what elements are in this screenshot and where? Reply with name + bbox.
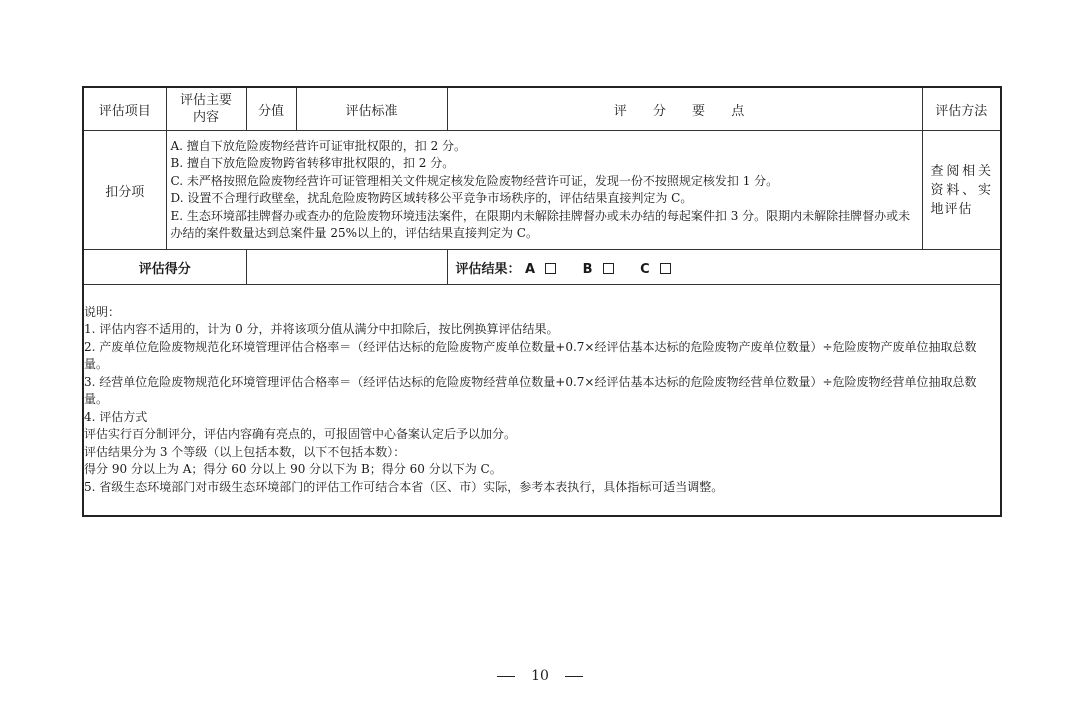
page-footer: [0, 668, 1080, 684]
note-2: 2. 产废单位危险废物规范化环境管理评估合格率＝（经评估达标的危险废物产废单位数量+0.7×经评估基本达标的危险废物产废单位数量）÷危险废物产废单位抽取总数量。: [84, 339, 977, 372]
page-number: 10: [531, 668, 549, 684]
header-scoring-points: [447, 87, 922, 131]
notes-cell: [83, 285, 1001, 517]
note-4-detail-1: 评估实行百分制评分，评估内容确有亮点的，可报固管中心备案认定后予以加分。: [84, 427, 517, 442]
deduction-item-a: A. 擅自下放危险废物经营许可证审批权限的，扣 2 分。: [170, 138, 467, 153]
note-5: 5. 省级生态环境部门对市级生态环境部门的评估工作可结合本省（区、市）实际，参考本表执行，具体指标可适当调整。: [84, 479, 724, 494]
notes-row: [83, 285, 1001, 517]
header-main-content-line2: 内容: [192, 110, 219, 125]
evaluation-table-sheet: [82, 86, 1000, 517]
note-1: 1. 评估内容不适用的，计为 0 分，并将该项分值从满分中扣除后，按比例换算评估结果。: [84, 322, 559, 337]
notes-heading: 说明：: [84, 304, 121, 319]
result-option-a: A: [525, 261, 536, 277]
evaluation-table: [82, 86, 1002, 517]
footer-dash-left: [497, 676, 515, 677]
score-row: [83, 250, 1001, 285]
header-main-content: [166, 87, 246, 131]
score-value-cell[interactable]: [246, 250, 447, 285]
header-evaluation-standard: 评估标准: [296, 87, 447, 131]
header-evaluation-method: 评估方法: [922, 87, 1001, 131]
note-4-title: 4. 评估方式: [84, 409, 148, 424]
result-label: 评估结果：: [455, 261, 521, 277]
result-cell: [447, 250, 1001, 285]
result-option-c: C: [640, 261, 650, 277]
deduction-item-d: D. 设置不合理行政壁垒，扰乱危险废物跨区域转移公平竞争市场秩序的，评估结果直接判定为 C。: [170, 191, 693, 205]
deduction-row: [83, 131, 1001, 250]
note-4-detail-2: 评估结果分为 3 个等级（以上包括本数，以下不包括本数）：: [84, 444, 406, 459]
header-evaluation-item: 评估项目: [83, 87, 166, 131]
deduction-items: [166, 131, 922, 250]
deduction-item-c: C. 未严格按照危险废物经营许可证管理相关文件规定核发危险废物经营许可证，发现一份不按照规定核发扣 1 分。: [170, 173, 779, 188]
footer-dash-right: [565, 676, 583, 677]
note-4-detail-3: 得分 90 分以上为 A；得分 60 分以上 90 分以下为 B；得分 60 分以下为 C。: [84, 462, 502, 477]
deduction-item-b: B. 擅自下放危险废物跨省转移审批权限的，扣 2 分。: [170, 156, 455, 170]
table-header-row: [83, 87, 1001, 131]
checkbox-b-icon[interactable]: [603, 263, 614, 274]
checkbox-c-icon[interactable]: [660, 263, 671, 274]
deduction-method: 查阅相关资料、实地评估: [922, 131, 1001, 250]
header-scoring-points-text: 评 分 要 点: [613, 103, 756, 119]
result-option-b: B: [582, 261, 593, 277]
checkbox-a-icon[interactable]: [545, 263, 556, 274]
deduction-item-e: E. 生态环境部挂牌督办或查办的危险废物环境违法案件，在限期内未解除挂牌督办或未办结的每起案件扣 3 分。限期内未解除挂牌督办或未办结的案件数量达到总案件量 25%以上的，评估结果直接判定为 C。: [170, 208, 911, 240]
note-3: 3. 经营单位危险废物规范化环境管理评估合格率＝（经评估达标的危险废物经营单位数量+0.7×经评估基本达标的危险废物经营单位数量）÷危险废物经营单位抽取总数量。: [84, 374, 977, 407]
score-label: 评估得分: [83, 250, 246, 285]
header-main-content-line1: 评估主要: [179, 93, 232, 108]
header-score-value: 分值: [246, 87, 296, 131]
deduction-label: 扣分项: [83, 131, 166, 250]
